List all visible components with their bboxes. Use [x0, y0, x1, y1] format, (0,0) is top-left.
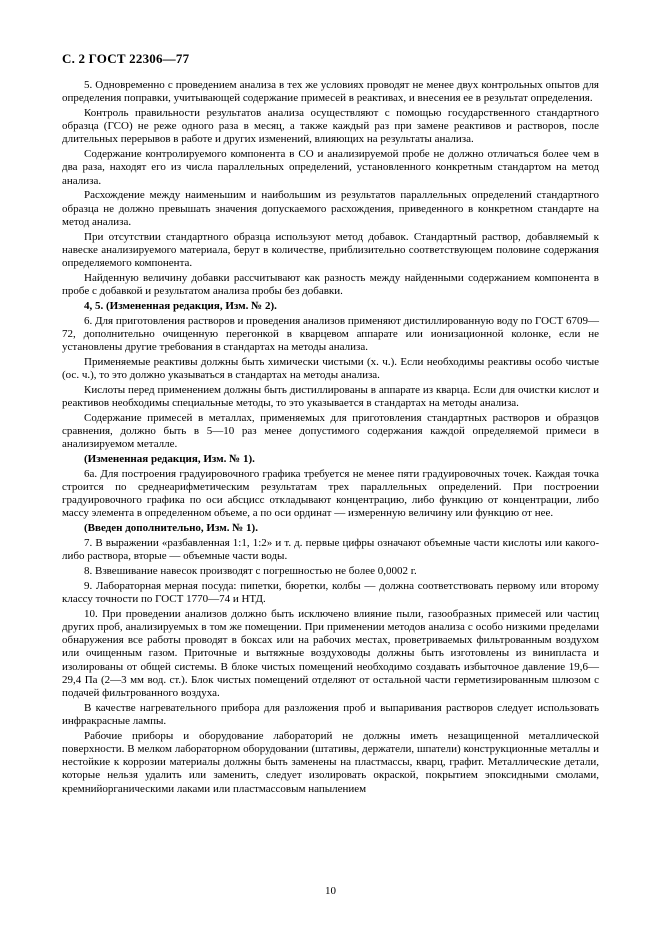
paragraph-acids: Кислоты перед применением должны быть дистиллированы в аппарате из кварца. Если для очистки кислот и реактивов необходимы специальные методы, то это указывается в стандартах на методы анализа.	[62, 383, 599, 410]
paragraph-reagents: Применяемые реактивы должны быть химически чистыми (х. ч.). Если необходимы реактивы особо чистые (ос. ч.), то это должно указываться в стандартах на методы анализа.	[62, 355, 599, 382]
amendment-note: 4, 5. (Измененная редакция, Изм. № 2).	[84, 299, 277, 312]
paragraph-amendment-1	[62, 453, 599, 466]
paragraph-7: 7. В выражении «разбавленная 1:1, 1:2» и т. д. первые цифры означают объемные части кислоты или какого-либо раствора, вторые — объемные части воды.	[62, 537, 599, 563]
page-number: 10	[325, 885, 336, 897]
body-text	[62, 79, 599, 796]
paragraph-amendment-2	[62, 300, 599, 313]
amendment-note: (Измененная редакция, Изм. № 1).	[84, 453, 255, 466]
paragraph-additions-method: При отсутствии стандартного образца используют метод добавок. Стандартный раствор, добавляемый к навеске анализируемого материала, берут в количестве, приблизительно соответствующем половине содержания определяемого компонента.	[62, 230, 599, 270]
paragraph-6a: 6а. Для построения градуировочного графика требуется не менее пяти градуировочных точек. Каждая точка строится по среднеарифметическим результатам трех параллельных определений. При построении градуировочного графика по оси абсцисс откладывают концентрацию, либо функцию от концентрации, либо массу элемента в определенном объеме, а по оси ординат — измеренную величину или функцию от нее.	[62, 467, 599, 520]
paragraph-5: 5. Одновременно с проведением анализа в тех же условиях проводят не менее двух контрольных опытов для определения поправки, учитывающей содержание примесей в реактивах, и внесения ее в результат определения.	[62, 79, 599, 105]
paragraph-control: Контроль правильности результатов анализа осуществляют с помощью государственного стандартного образца (ГСО) не реже одного раза в месяц, а также каждый раз при замене реактивов и растворов, после длительных перерывов в работе и других изменений, влияющих на результаты анализа.	[62, 107, 599, 146]
paragraph-heating: В качестве нагревательного прибора для разложения проб и выпаривания растворов следует использовать инфракрасные лампы.	[62, 701, 599, 728]
paragraph-10: 10. При проведении анализов должно быть исключено влияние пыли, газообразных примесей или частиц других проб, анализируемых в том же помещении. При применении методов анализа с особо низкими пределами обнаружения все работы проводят в боксах или на рабочих местах, проветриваемых фильтрованным воздухом или очищенным газом. Приточные и вытяжные воздуховоды должны быть изготовлены из винипласта и изолированы от общей системы. В блоке чистых помещений необходимо создавать избыточное давление 19,6—29,4 Па (2—3 мм вод. ст.). Блок чистых помещений отделяют от остальной части герметизированным шлюзом с подачей фильтрованного воздуха.	[62, 607, 599, 700]
paragraph-impurities: Содержание примесей в металлах, применяемых для приготовления стандартных растворов и образцов сравнения, должно быть в 5—10 раз менее допустимого содержания каждой определяемой примеси в анализируемом металле.	[62, 411, 599, 451]
paragraph-9: 9. Лабораторная мерная посуда: пипетки, бюретки, колбы — должна соответствовать первому или второму классу точности по ГОСТ 1770—74 и НТД.	[62, 579, 599, 606]
paragraph-equipment: Рабочие приборы и оборудование лабораторий не должны иметь незащищенной металлической поверхности. В мелком лабораторном оборудовании (штативы, держатели, шпатели) конструкционные металлы и нестойкие к коррозии материалы должны быть заменены на пластмассы, кварц, графит. Металлические детали, которые нельзя удалить или заменить, следует изолировать окраской, покрытием эпоксидными смолами, кремнийорганическими лаками или пластмассовым напылением	[62, 729, 599, 795]
amendment-note: (Введен дополнительно, Изм. № 1).	[84, 522, 258, 535]
paragraph-8: 8. Взвешивание навесок производят с погрешностью не более 0,0002 г.	[84, 565, 417, 578]
paragraph-6: 6. Для приготовления растворов и проведения анализов применяют дистиллированную воду по ГОСТ 6709—72, дополнительно очищенную перегонкой в кварцевом аппарате или ионизационной колонке, если не установлены другие требования в стандартах на методы анализа.	[62, 314, 599, 354]
paragraph-content: Содержание контролируемого компонента в СО и анализируемой пробе не должно отличаться более чем в два раза, находят его из числа параллельных определений, установленного конкретным стандартом на метод анализа.	[62, 148, 599, 187]
page-header: С. 2 ГОСТ 22306—77	[62, 51, 190, 66]
paragraph-introduced	[62, 522, 599, 535]
paragraph-discrepancy: Расхождение между наименьшим и наибольшим из результатов параллельных определений стандартного образца не должно превышать значения допускаемого расхождения, приведенного в конкретном стандарте на метод анализа.	[62, 189, 599, 228]
paragraph-addition-value: Найденную величину добавки рассчитывают как разность между найденными содержанием компонента в пробе с добавкой и результатом анализа пробы без добавки.	[62, 271, 599, 298]
